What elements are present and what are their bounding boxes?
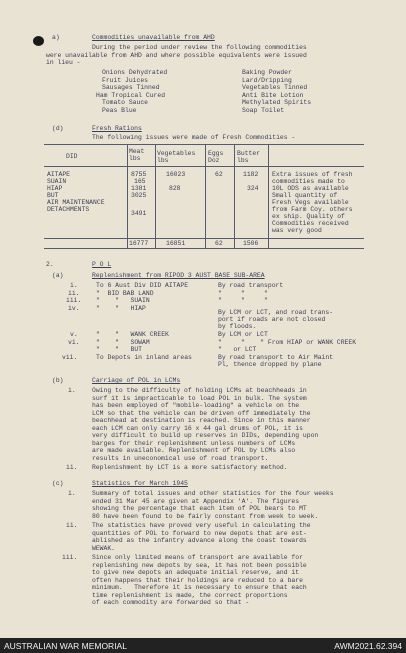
unavailable-item: Vegetables Tinned (242, 84, 308, 91)
paragraph-line: WEWAK. (92, 544, 116, 552)
paragraph-line: Owing to the difficulty of holding LCMs at beachheads in (92, 387, 307, 394)
footer-accession-number: AWM2021.62.394 (334, 641, 402, 651)
table-unit: HIAP (47, 185, 63, 192)
replenishment-num: i. (70, 282, 78, 289)
replenishment-method: by floods. (218, 323, 257, 330)
paragraph-line: very difficult to build up reserves in DIDs, depending upon (92, 432, 319, 439)
paragraph-num: ii. (66, 522, 78, 529)
paragraph-line: 80 have been found to be fairly constant from week to week. (92, 512, 319, 520)
replenishment-method: By road transport to Air Maint (218, 353, 334, 361)
section-2a-heading: Replenishment from RIPOD 3 AUST BASE SUB-AREA (92, 272, 265, 279)
section-2-number: 2. (46, 261, 54, 268)
unavailable-item: Sausages Tinned (102, 84, 160, 91)
paragraph-line: of each commodity are forwarded so that - (92, 599, 250, 606)
paragraph-line: surf it is impracticable to load POL in bulk. The system (92, 394, 307, 402)
table-header-meat: Meat lbs (129, 148, 145, 162)
replenishment-num: vii. (62, 353, 78, 361)
replenishment-method: " or LCT (218, 346, 257, 353)
paragraph-line: LCM so that the vehicle can be driven off immediately the (92, 409, 311, 417)
table-cell-meat: 165 (134, 178, 146, 185)
replenishment-dest: " " SOWAM (96, 338, 150, 346)
section-2b-heading: Carriage of POL in LCMs (92, 377, 181, 384)
table-unit: BUT (47, 192, 59, 199)
section-d-letter: (d) (52, 125, 64, 132)
table-unit: AIR MAINTENANCE (47, 199, 105, 206)
replenishment-dest: " " HIAP (96, 304, 146, 312)
table-header-eggs: Eggs Doz (208, 150, 224, 164)
section-2c-letter: (c) (52, 480, 64, 487)
paragraph-line: results in uneconomical use of road transport. (92, 454, 269, 462)
paragraph-line: often happens that their holdings are reduced to a bare (92, 576, 303, 584)
section-a-intro-line: in lieu - (46, 59, 81, 66)
replenishment-num: v. (70, 331, 78, 338)
table-note-line: Fresh Vegs available (272, 199, 349, 206)
table-header-rule (44, 166, 364, 167)
replenishment-method: " " " From HIAP or WANK CREEK (218, 338, 357, 346)
unavailable-item: Soap Toilet (242, 106, 285, 114)
replenishment-method: By road transport (218, 282, 284, 289)
table-cell-meat: 8755 (131, 171, 147, 178)
table-column-rule (268, 144, 269, 248)
paragraph-line: replenishing new depots by sea, it has not been possible (92, 561, 307, 569)
table-total-butter: 1506 (243, 240, 259, 247)
unavailable-item: Peas Blue (102, 106, 137, 114)
table-unit: DETACHMENTS (47, 206, 90, 213)
paragraph-line: beachhead at destination is reached. Since in this manner (92, 417, 311, 424)
paragraph-line: The statistics have proved very useful in calculating the (92, 522, 311, 529)
paragraph-line: ended 31 Mar 45 are given at Appendix 'A'. The figures (92, 497, 300, 505)
table-note-line: 10L ODS as available (272, 185, 349, 192)
replenishment-dest: To Depots in inland areas (96, 353, 192, 361)
replenishment-num: iv. (68, 304, 80, 312)
section-2-title: P O L (92, 261, 112, 268)
replenishment-dest: " BID BAB LAND (96, 289, 154, 297)
paragraph-line: to give new depots an adequate initial reserve, and it (92, 569, 300, 576)
paragraph-num: ii. (66, 464, 78, 471)
table-note-line: Extra issues of fresh (272, 171, 353, 178)
paragraph-num: i. (68, 387, 76, 394)
section-a-heading: Commodities unavailable from AHD (92, 34, 215, 41)
paragraph-line: showing the percentage that each item of POL bears to MT (92, 505, 307, 512)
replenishment-num: ii. (68, 289, 80, 297)
paragraph-line: Summary of total issues and other statistics for the four weeks (92, 490, 334, 497)
table-total-eggs: 62 (215, 240, 223, 247)
replenishment-dest: " " BUT (96, 346, 143, 353)
table-column-rule (127, 144, 128, 248)
replenishment-method: By LCM or LCT (218, 331, 268, 338)
table-cell-meat: 3491 (131, 210, 147, 217)
replenishment-method: By LCM or LCT, and road trans- (218, 309, 334, 316)
table-total-vegetables: 16851 (166, 240, 186, 247)
table-note-line: was very good (272, 227, 322, 234)
paragraph-line: quantities of POL to forward to new depots that are est- (92, 529, 307, 537)
table-unit: SUAIN (47, 178, 67, 185)
section-a-intro-line: were unavailable from AHD and where possible equivalents were issued (46, 51, 307, 59)
replenishment-method: " " " (218, 289, 268, 297)
table-note-line: ex ship. Quality of (272, 213, 345, 220)
table-total-rule (44, 238, 364, 239)
footer-institution: AUSTRALIAN WAR MEMORIAL (4, 641, 127, 651)
table-column-rule (205, 144, 206, 248)
paragraph-num: i. (68, 490, 76, 497)
unavailable-item: Ham Tropical Cured (96, 91, 166, 99)
paragraph-line: Replenishment by LCT is a more satisfactory method. (92, 464, 288, 471)
unavailable-item: Methylated Spirits (242, 99, 312, 106)
paragraph-num: iii. (62, 554, 78, 561)
replenishment-method: port if roads are not closed (218, 316, 326, 323)
table-unit: AITAPE (47, 171, 71, 178)
table-cell-vegetables: 16023 (166, 171, 186, 178)
table-cell-butter: 324 (247, 185, 259, 192)
paragraph-line: are made available. Replenishment of POL by LCMs also (92, 447, 296, 454)
table-bottom-rule (44, 248, 364, 249)
table-top-rule (44, 144, 364, 145)
table-cell-eggs: 62 (215, 171, 223, 178)
section-a-intro-line: During the period under review the following commodities (92, 44, 307, 51)
section-a-letter: a) (52, 34, 60, 41)
unavailable-item: Baking Powder (242, 69, 292, 76)
section-2a-letter: (a) (52, 272, 64, 279)
punch-hole (33, 36, 44, 46)
paragraph-line: barges for their replenishment unless numbers of LCMs (92, 439, 296, 447)
table-note-line: Commodities received (272, 220, 349, 227)
paragraph-line: each LCM can only carry 16 x 44 gal drums of POL, it is (92, 424, 303, 432)
replenishment-dest: " " WANK CREEK (96, 331, 169, 338)
table-cell-meat: 3025 (131, 192, 147, 199)
section-d-intro: The following issues were made of Fresh Commodities - (92, 134, 296, 141)
unavailable-item: Anti Bite Lotion (242, 91, 304, 99)
unavailable-item: Fruit Juices (102, 76, 149, 84)
paragraph-line: minimum. Therefore it is necessary to ensure that each (92, 584, 307, 591)
paragraph-line: has been employed of "mobile-loading" a vehicle on the (92, 402, 300, 409)
table-note-line: Small quantity of (272, 192, 338, 199)
table-column-rule (155, 144, 156, 248)
unavailable-item: Onions Dehydrated (102, 69, 168, 76)
section-d-heading: Fresh Rations (92, 125, 142, 132)
replenishment-num: iii. (66, 297, 82, 304)
table-cell-butter: 1182 (243, 171, 259, 178)
table-cell-meat: 1381 (131, 185, 147, 192)
archive-footer (0, 638, 406, 653)
replenishment-dest: " " SUAIN (96, 297, 150, 304)
table-cell-vegetables: 828 (169, 185, 181, 192)
table-note-line: from Farm Coy. others (272, 206, 353, 213)
table-note-line: commodities made to (272, 178, 345, 185)
paragraph-line: Since only limited means of transport are available for (92, 554, 303, 561)
table-header-vegetables: Vegetables lbs (157, 150, 196, 164)
replenishment-num: vi. (68, 338, 80, 346)
table-column-rule (234, 144, 235, 248)
table-total-meat: 16777 (129, 240, 149, 247)
replenishment-method: Pl, thence dropped by plane (218, 361, 322, 368)
section-2c-heading: Statistics for March 1945 (92, 480, 188, 487)
paragraph-line: time replenishment is made, the correct proportions (92, 591, 288, 599)
replenishment-method: " " " (218, 297, 268, 304)
table-header-did: DID (66, 153, 78, 160)
unavailable-item: Lard/Dripping (242, 76, 292, 84)
unavailable-item: Tomato Sauce (102, 99, 149, 106)
paragraph-line: ablished as the infantry advance along the coast towards (92, 537, 307, 544)
replenishment-dest: To 6 Aust Div DID AITAPE (96, 282, 189, 289)
section-2b-letter: (b) (52, 377, 64, 384)
table-header-butter: Butter lbs (237, 150, 261, 164)
